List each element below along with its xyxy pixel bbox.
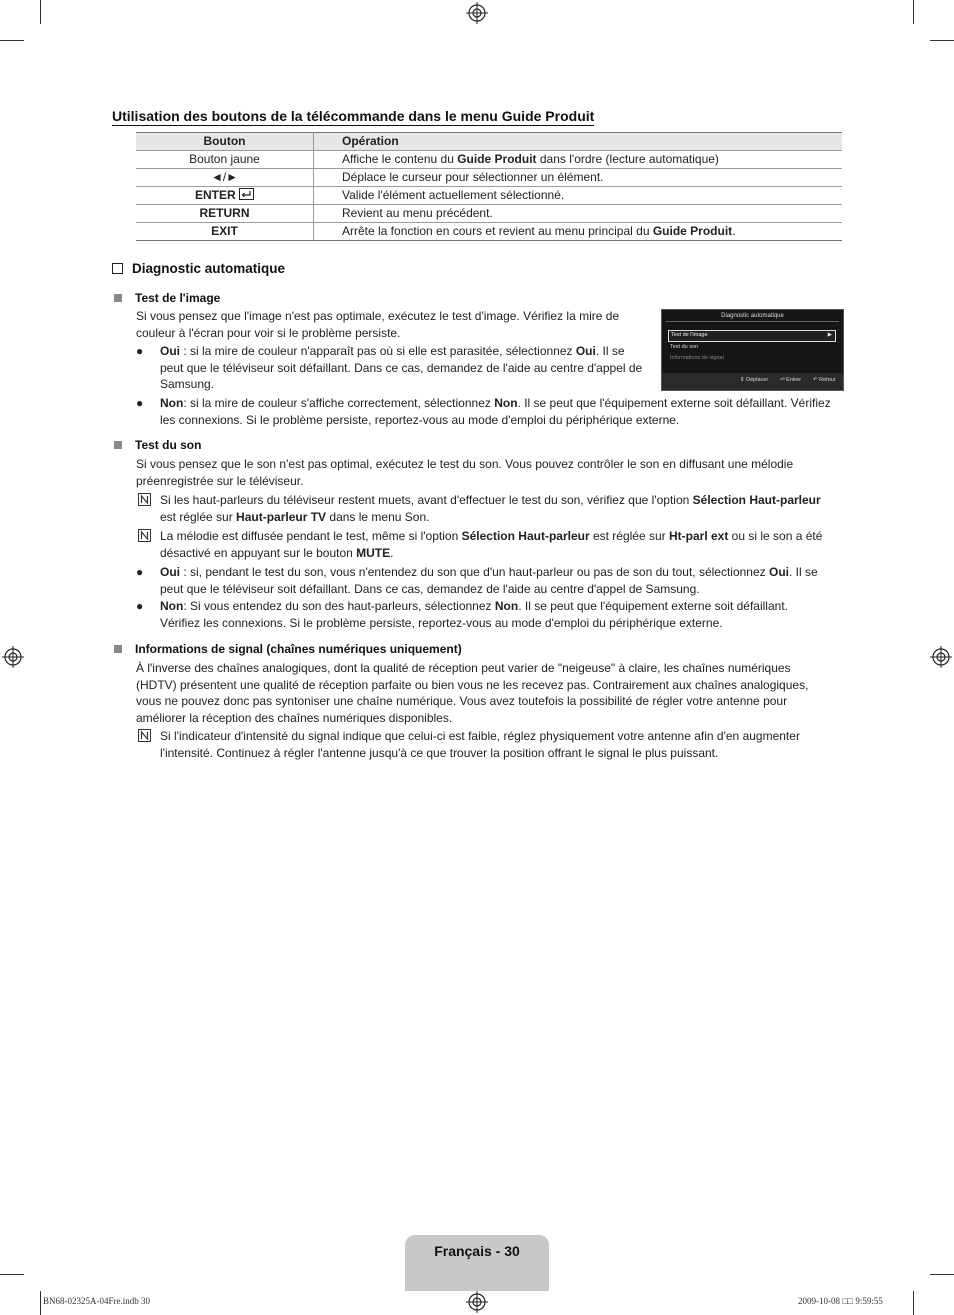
menu-divider: [666, 321, 839, 322]
page-number: Français - 30: [434, 1243, 520, 1259]
print-file-info: BN68-02325A-04Fre.indb 30: [43, 1296, 150, 1306]
square-bullet-icon: [114, 441, 122, 449]
menu-item: Test du son: [670, 344, 699, 350]
table-cell-button: ENTER: [136, 187, 314, 205]
image-test-heading: Test de l'image: [114, 291, 220, 305]
menu-title: Diagnostic automatique: [721, 313, 784, 319]
return-icon: ↶: [813, 377, 818, 383]
table-cell-button: Bouton jaune: [136, 151, 314, 169]
sound-test-oui-item: ● Oui : si, pendant le test du son, vous n'entendez du son que d'un haut-parleur ou pas de son du tout, sélectionnez Oui. Il se peut que le téléviseur soit défaillant. Dans ce cas, demandez de l'aide au centre d'appel de Samsung.: [136, 565, 818, 596]
signal-info-note: Si l'indicateur d'intensité du signal indique que celui-ci est faible, réglez physiquement votre antenne afin d'en augmenter l'intensité. Continuez à régler l'antenne jusqu'à ce que trouver la position offrant le signal le plus puissant.: [136, 728, 846, 762]
note-icon: [138, 493, 151, 506]
crop-mark: [0, 1274, 24, 1275]
section-title: Utilisation des boutons de la télécommande dans le menu Guide Produit: [112, 108, 595, 124]
menu-item: Informations de signal: [670, 355, 724, 361]
table-cell-operation: Valide l'élément actuellement sélectionné.: [314, 187, 843, 205]
square-bullet-icon: [114, 294, 122, 302]
sound-test-text: Si vous pensez que le son n'est pas optimal, exécutez le test du son. Vous pouvez contrôler le son en diffusant une mélodie préenregistrée sur le téléviseur.: [136, 457, 794, 488]
table-cell-button: ◄/►: [136, 169, 314, 187]
image-test-non-item: ● Non: si la mire de couleur s'affiche correctement, sélectionnez Non. Il se peut que l'équipement externe soit défaillant. Vérifiez les connexions. Si le problème persiste, reportez-vous au mode d'emploi du périphérique externe.: [136, 396, 831, 427]
registration-mark-icon: [466, 2, 488, 24]
menu-hint-bar: ⇕ Déplacer ⏎ Entrer ↶ Retour: [662, 373, 843, 390]
sound-test-heading: Test du son: [114, 438, 201, 452]
table-row: [136, 187, 842, 205]
diagnostic-heading: Diagnostic automatique: [112, 261, 285, 276]
table-header-operation: Opération: [314, 133, 843, 151]
registration-mark-icon: [930, 646, 952, 668]
table-row: [136, 205, 842, 223]
sound-test-non-item: ● Non: Si vous entendez du son des haut-parleurs, sélectionnez Non. Il se peut que l'équipement externe soit défaillant. Vérifiez les connexions. Si le problème persiste, reportez-vous au mode d'emploi du périphérique externe.: [136, 599, 788, 630]
table-header-button: Bouton: [136, 133, 314, 151]
table-header-row: [136, 133, 842, 151]
sound-test-note-2: La mélodie est diffusée pendant le test, même si l'option Sélection Haut-parleur est réglée sur Ht-parl ext ou si le son a été désactivé en appuyant sur le bouton MUTE.: [136, 528, 846, 562]
page-number-tab: [405, 1235, 549, 1291]
registration-mark-icon: [466, 1291, 488, 1313]
table-cell-operation: Déplace le curseur pour sélectionner un élément.: [314, 169, 843, 187]
table-row: [136, 169, 842, 187]
updown-arrow-icon: ⇕: [740, 377, 745, 383]
crop-mark: [40, 0, 41, 24]
bullet-icon: ●: [136, 344, 144, 358]
diagnostic-menu-screenshot: [661, 309, 844, 391]
table-cell-button: EXIT: [136, 223, 314, 241]
table-cell-operation: Affiche le contenu du Guide Produit dans l'ordre (lecture automatique): [314, 151, 843, 169]
checkbox-bullet-icon: [112, 263, 123, 274]
button-operation-table: [136, 132, 842, 241]
crop-mark: [930, 1274, 954, 1275]
square-bullet-icon: [114, 645, 122, 653]
print-date-info: 2009-10-08 □□ 9:59:55: [798, 1296, 883, 1306]
crop-mark: [930, 40, 954, 41]
bullet-icon: ●: [136, 396, 144, 410]
menu-item-selected: Test de l'image ▶: [668, 330, 836, 342]
bullet-icon: ●: [136, 565, 144, 579]
signal-info-heading: Informations de signal (chaînes numériques uniquement): [114, 642, 462, 656]
table-cell-operation: Revient au menu précédent.: [314, 205, 843, 223]
enter-key-icon: [239, 188, 254, 200]
table-cell-button: RETURN: [136, 205, 314, 223]
crop-mark: [913, 0, 914, 24]
note-icon: [138, 729, 151, 742]
table-row: [136, 151, 842, 169]
table-cell-operation: Arrête la fonction en cours et revient au menu principal du Guide Produit.: [314, 223, 843, 241]
enter-icon: ⏎: [780, 377, 785, 383]
signal-info-text: À l'inverse des chaînes analogiques, dont la qualité de réception peut varier de "neigeuse" à claire, les chaînes numériques (HDTV) présentent une qualité de réception parfaite ou bien vous ne les recevez pas. Contrairement aux chaînes analogiques, vous ne pouvez donc pas syntoniser une chaîne numérique. Vous avez toutefois la possibilité de régler votre antenne pour améliorer la réception des chaînes numériques disponibles.: [136, 661, 809, 725]
image-test-oui-item: ● Oui : si la mire de couleur n'apparaît pas où si elle est parasitée, sélectionnez Oui. Il se peut que le téléviseur soit défaillant. Dans ce cas, demandez de l'aide au centre d'appel de Samsung.: [136, 344, 643, 391]
image-test-text: Si vous pensez que l'image n'est pas optimale, exécutez le test d'image. Vérifiez la mire de couleur à l'écran pour voir si le problème persiste.: [136, 309, 620, 340]
crop-mark: [913, 1291, 914, 1315]
table-row: [136, 223, 842, 241]
registration-mark-icon: [2, 646, 24, 668]
arrow-right-icon: ▶: [827, 332, 832, 338]
sound-test-note-1: Si les haut-parleurs du téléviseur restent muets, avant d'effectuer le test du son, vérifiez que l'option Sélection Haut-parleur est réglée sur Haut-parleur TV dans le menu Son.: [136, 492, 846, 526]
note-icon: [138, 529, 151, 542]
crop-mark: [0, 40, 24, 41]
bullet-icon: ●: [136, 599, 144, 613]
crop-mark: [40, 1291, 41, 1315]
